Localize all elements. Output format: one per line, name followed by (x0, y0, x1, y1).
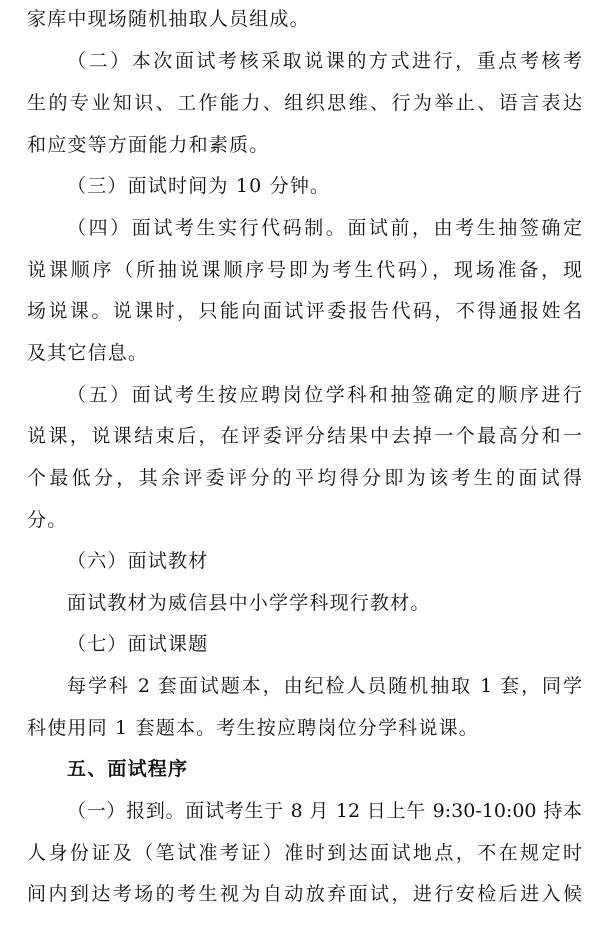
body-line: 每学科 2 套面试题本，由纪检人员随机抽取 1 套，同学 (67, 675, 582, 697)
section-item-5: （五）面试考生按应聘岗位学科和抽签确定的顺序进行 (67, 384, 582, 406)
body-line: 个最低分，其余评委评分的平均得分即为该考生的面试得 (27, 467, 582, 489)
body-line: 科使用同 1 套题本。考生按应聘岗位分学科说课。 (27, 717, 479, 739)
section-item-4: （四）面试考生实行代码制。面试前，由考生抽签确定 (67, 217, 582, 239)
section-item-1: （一）报到。面试考生于 8 月 12 日上午 9:30-10:00 持本 (67, 800, 582, 822)
body-line: 生的专业知识、工作能力、组织思维、行为举止、语言表达 (27, 92, 582, 114)
section-item-7: （七）面试课题 (67, 633, 209, 655)
body-line: 面试教材为威信县中小学学科现行教材。 (67, 592, 431, 614)
body-line: 场说课。说课时，只能向面试评委报告代码，不得通报姓名 (27, 300, 582, 322)
section-item-6: （六）面试教材 (67, 550, 209, 572)
body-line: 和应变等方面能力和素质。 (27, 134, 270, 156)
section-heading: 五、面试程序 (67, 758, 189, 780)
body-line: 分。 (27, 509, 68, 531)
section-item-3: （三）面试时间为 10 分钟。 (67, 175, 331, 197)
body-line: 说课，说课结束后，在评委评分结果中去掉一个最高分和一 (27, 425, 582, 447)
body-line: 说课顺序（所抽说课顺序号即为考生代码），现场准备，现 (27, 259, 582, 281)
body-line: 人身份证及（笔试准考证）准时到达面试地点，不在规定时 (27, 842, 582, 864)
section-item-2: （二）本次面试考核采取说课的方式进行，重点考核考 (67, 50, 582, 72)
body-line: 间内到达考场的考生视为自动放弃面试，进行安检后进入候 (27, 883, 582, 905)
body-line: 家库中现场随机抽取人员组成。 (27, 8, 310, 30)
body-line: 及其它信息。 (27, 342, 149, 364)
